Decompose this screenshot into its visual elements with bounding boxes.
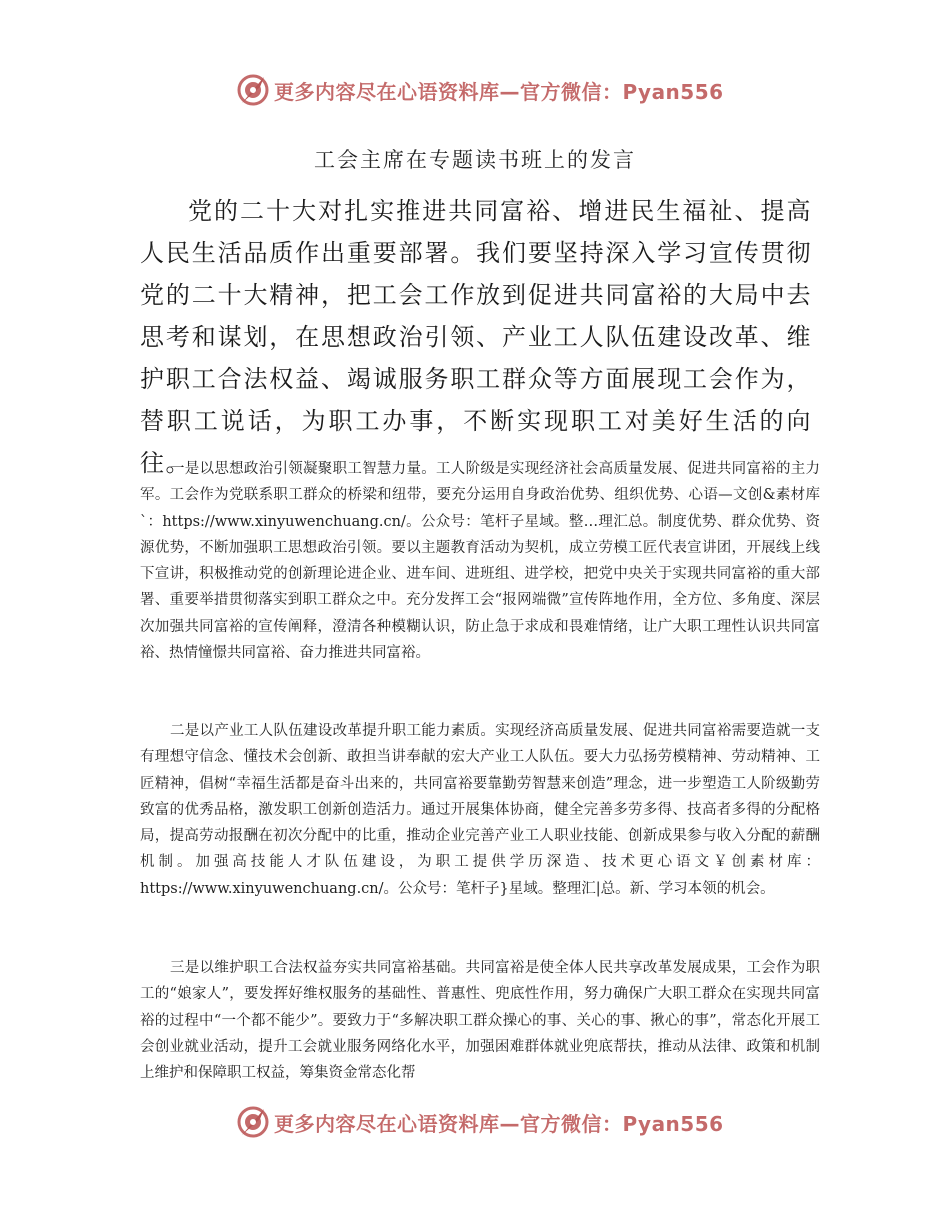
quill-logo-icon <box>236 1105 270 1139</box>
watermark-text: 更多内容尽在心语资料库—官方微信：Pyan556 <box>274 1111 724 1136</box>
body-paragraph-2: 二是以产业工人队伍建设改革提升职工能力素质。实现经济高质量发展、促进共同富裕需要造就一支有理想守信念、懂技术会创新、敢担当讲奉献的宏大产业工人队伍。要大力弘扬劳模精神、劳动精神、工匠精神，倡树“幸福生活都是奋斗出来的，共同富裕要靠勤劳智慧来创造”理念，进一步塑造工人阶级勤劳致富的优秀品格，激发职工创新创造活力。通过开展集体协商，健全完善多劳多得、技高者多得的分配格局，提高劳动报酬在初次分配中的比重，推动企业完善产业工人职业技能、创新成果参与收入分配的薪酬机制。加强高技能人才队伍建设，为职工提供学历深造、技术更心语文￥创素材库：https://www.xinyuwenchuang.cn/。公众号：笔杆子}星域。整理汇|总。新、学习本领的机会。 <box>140 723 820 897</box>
watermark-banner-bottom <box>236 1102 724 1142</box>
quill-logo-icon <box>236 73 270 107</box>
lead-paragraph: 党的二十大对扎实推进共同富裕、增进民生福祉、提高人民生活品质作出重要部署。我们要坚持深入学习宣传贯彻党的二十大精神，把工会工作放到促进共同富裕的大局中去思考和谋划，在思想政治引领、产业工人队伍建设改革、维护职工合法权益、竭诚服务职工群众等方面展现工会作为，替职工说话，为职工办事，不断实现职工对美好生活的向往。 <box>140 197 812 477</box>
watermark-text: 更多内容尽在心语资料库—官方微信：Pyan556 <box>274 79 724 104</box>
body-paragraph-3: 三是以维护职工合法权益夯实共同富裕基础。共同富裕是使全体人民共享改革发展成果，工会作为职工的“娘家人”，要发挥好维权服务的基础性、普惠性、兜底性作用，努力确保广大职工群众在实现共同富裕的过程中“一个都不能少”。要致力于“多解决职工群众操心的事、关心的事、揪心的事”，常态化开展工会创业就业活动，提升工会就业服务网络化水平，加强困难群体就业兜底帮扶，推动从法律、政策和机制上维护和保障职工权益，筹集资金常态化帮 <box>140 960 820 1082</box>
watermark-banner-top <box>236 70 724 110</box>
body-paragraph-1: 一是以思想政治引领凝聚职工智慧力量。工人阶级是实现经济社会高质量发展、促进共同富裕的主力军。工会作为党联系职工群众的桥梁和纽带，要充分运用自身政治优势、组织优势、心语—文创&素材库`：https://www.xinyuwenchuang.cn/。公众号：笔杆子星域。整…理汇总。制度优势、群众优势、资源优势，不断加强职工思想政治引领。要以主题教育活动为契机，成立劳模工匠代表宣讲团，开展线上线下宣讲，积极推动党的创新理论进企业、进车间、进班组、进学校，把党中央关于实现共同富裕的重大部署、重要举措贯彻落实到职工群众之中。充分发挥工会“报网端微”宣传阵地作用，全方位、多角度、深层次加强共同富裕的宣传阐释，澄清各种模糊认识，防止急于求成和畏难情绪，让广大职工理性认识共同富裕、热情憧憬共同富裕、奋力推进共同富裕。 <box>140 461 820 662</box>
document-title: 工会主席在专题读书班上的发言 <box>314 148 636 172</box>
